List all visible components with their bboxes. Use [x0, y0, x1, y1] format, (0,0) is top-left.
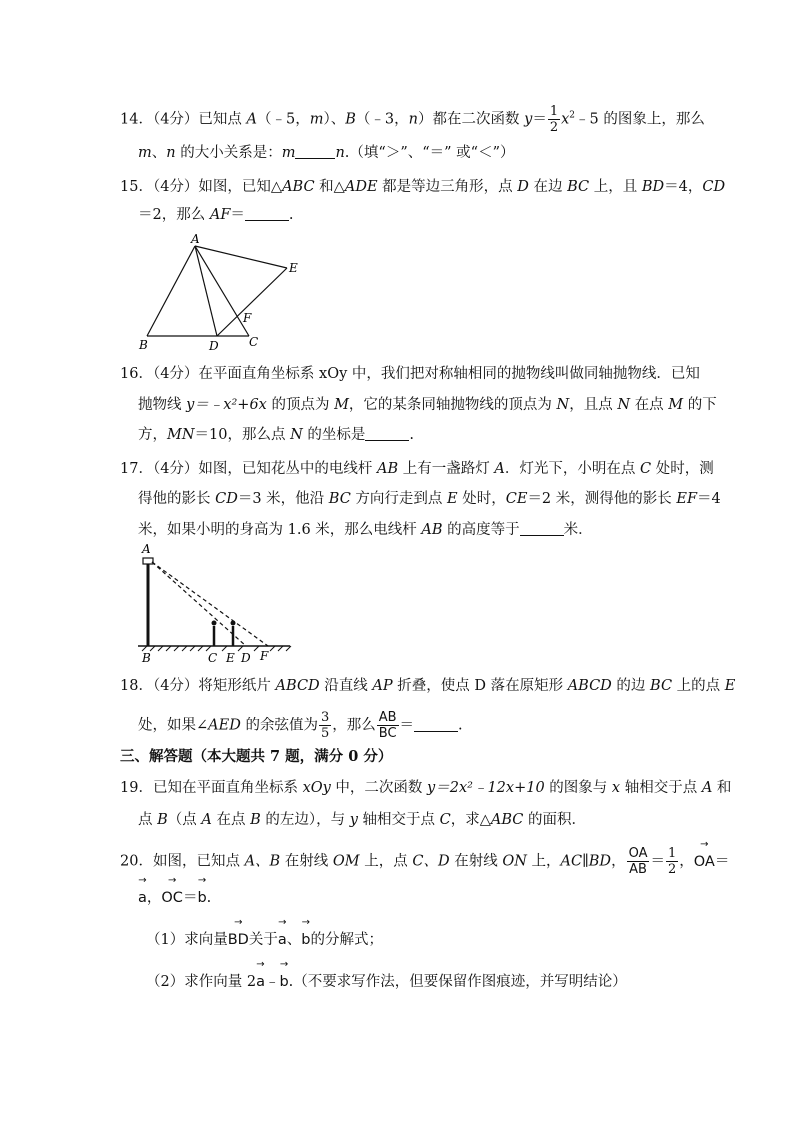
q20-text: 在射线: [280, 853, 333, 870]
q18-text: 的边: [611, 678, 651, 694]
q20-sub2: [146, 972, 627, 992]
q17-light-ray-2: [152, 562, 268, 646]
q17-person-head-2: [231, 621, 236, 626]
q20-vector-a: → a: [138, 888, 147, 908]
q17-label-d: D: [241, 651, 251, 665]
q15-segment-ab: [147, 246, 195, 336]
q17-label-b: B: [142, 651, 151, 665]
q20-text: ，: [679, 853, 694, 870]
q16-n: N: [556, 397, 570, 413]
q16-text: 在点: [630, 397, 669, 413]
q16-text: 方，: [138, 427, 167, 443]
q20-line1: [120, 846, 729, 877]
q16-text: 抛物线: [138, 397, 187, 413]
q19-text: 19．已知在平面直角坐标系: [120, 780, 303, 796]
q16-text: 的坐标是: [302, 427, 366, 443]
q20-frac-num: OA: [628, 846, 648, 861]
q18-answer-blank[interactable]: [414, 717, 458, 732]
q14-text: 14．（4分）已知点: [120, 111, 247, 128]
q18-line1: [120, 676, 735, 696]
q20-text: 的分解式；: [310, 932, 383, 948]
q19-a: A: [201, 812, 212, 828]
q17-text: 处时，: [457, 491, 506, 507]
q17-text: 的高度等于: [442, 522, 520, 538]
q20-text: 20．如图，已知点: [120, 853, 245, 870]
q20-fraction-half: [666, 846, 678, 877]
q18-fraction-cos: [319, 710, 331, 741]
q17-text: ．灯光下，小明在点: [504, 461, 640, 477]
q16-text: .: [409, 427, 415, 443]
q15-line1: [120, 177, 725, 197]
q14-frac-num: 1: [549, 104, 559, 119]
q15-abc: ABC: [282, 179, 315, 195]
q15-segment-ae: [195, 246, 287, 268]
q17-label-a: A: [142, 542, 151, 556]
q15-label-e: E: [289, 261, 298, 275]
q16-line2: [138, 395, 717, 415]
q17-text: 处时，测: [651, 461, 714, 477]
q18-text: 沿直线: [319, 678, 373, 694]
q14-var-n: n: [335, 145, 345, 161]
q19-y: y: [349, 812, 358, 828]
q20-text: （1）求向量: [146, 932, 228, 948]
q20-eq: ＝: [650, 853, 665, 870]
q19-a: A: [701, 780, 713, 796]
q19-line2: [138, 810, 586, 830]
q20-frac-den: AB: [629, 862, 647, 877]
q20-vector-oc: → OC: [161, 888, 183, 908]
q18-text: ，那么: [332, 717, 376, 734]
q16-line1: [120, 364, 700, 384]
q15-d: D: [517, 179, 529, 195]
q18-frac-num: AB: [378, 710, 397, 725]
q19-b: B: [250, 812, 261, 828]
q17-label-f: F: [260, 649, 269, 663]
q20-vector-b: → b: [197, 888, 206, 908]
q16-m: M: [668, 397, 684, 413]
q14-text: ）、: [323, 111, 346, 128]
q20-text: .（不要求写作法，但要保留作图痕迹，并写明结论）: [288, 974, 627, 990]
q15-triangle-figure: [135, 232, 315, 352]
q15-label-c: C: [249, 335, 259, 349]
q19-text: 中，二次函数: [330, 780, 428, 796]
q16-text: ，且点: [569, 397, 618, 413]
q15-text: 上，且: [589, 179, 642, 195]
q17-label-c: C: [208, 651, 218, 665]
q14-text: （﹣5，: [257, 111, 310, 128]
q17-line1: [120, 459, 714, 479]
q15-label-f: F: [243, 311, 252, 325]
q20-frac-den: 2: [667, 862, 677, 877]
q18-text: ＝: [399, 717, 415, 734]
q19-line1: [120, 778, 731, 798]
q15-text: .: [288, 207, 294, 223]
q15-af: AF: [209, 207, 231, 223]
q14-var-n: n: [166, 145, 176, 161]
q17-text: 方向行走到点: [350, 491, 448, 507]
q16-equation: y＝﹣x²+6x: [186, 397, 267, 413]
q17-c: C: [640, 461, 652, 477]
q17-ce: CE: [505, 491, 528, 507]
q19-b: B: [157, 812, 168, 828]
q20-text: 、: [286, 932, 302, 948]
q18-abcd: ABCD: [275, 678, 320, 694]
q15-label-b: B: [139, 338, 148, 352]
q17-text: 得他的影长: [138, 491, 216, 507]
q19-abc: ABC: [490, 812, 524, 828]
q18-text: 上的点: [672, 678, 725, 694]
q20-ac-parallel-bd: AC∥BD: [560, 853, 612, 870]
q14-eq: ＝: [532, 111, 547, 128]
q18-abcd: ABCD: [567, 678, 612, 694]
q15-segment-de: [217, 268, 287, 336]
q20-vector-oa: → OA: [694, 852, 715, 872]
q18-text: 的余弦值为: [240, 717, 318, 734]
q20-vector-a: → a: [256, 972, 265, 992]
q15-text: 和△: [314, 179, 345, 195]
q15-text: 在边: [528, 179, 568, 195]
q20-points-ab: A、B: [244, 853, 281, 870]
q15-text: 都是等边三角形，点: [377, 179, 518, 195]
q20-vector-b: → b: [301, 930, 310, 950]
q20-on: ON: [502, 853, 527, 870]
q15-text: ＝4，: [664, 179, 703, 195]
q19-text: 和: [712, 780, 732, 796]
q16-n: N: [617, 397, 631, 413]
q20-text: ＝: [714, 853, 730, 870]
q18-line2: [138, 710, 463, 741]
q20-text: ＝: [182, 890, 198, 906]
q15-text: ＝: [230, 207, 245, 223]
q17-text: ＝3 米，他沿: [237, 491, 329, 507]
q18-frac-den: BC: [378, 726, 397, 741]
q20-text: ，: [146, 890, 162, 906]
q19-text: 的图象与: [544, 780, 612, 796]
q18-text: .: [458, 717, 463, 734]
q15-label-a: A: [191, 232, 200, 246]
q14-var-m: m: [309, 111, 324, 128]
q20-text: .: [206, 890, 212, 906]
q14-line2: [138, 143, 515, 163]
q19-text: （点: [167, 812, 202, 828]
q20-fraction-oa-ab: [627, 846, 650, 877]
q15-bd: BD: [641, 179, 665, 195]
q18-frac-num: 3: [320, 710, 330, 725]
q14-point-b: B: [345, 111, 356, 128]
q15-text: 15．（4分）如图，已知△: [120, 179, 283, 195]
q17-line2: [138, 489, 721, 509]
q14-text: ）都在二次函数: [418, 111, 525, 128]
q20-vector-bd: → BD: [228, 930, 249, 950]
q15-label-d: D: [209, 339, 219, 353]
q19-x: x: [611, 780, 621, 796]
q19-text: 轴相交于点: [357, 812, 440, 828]
q17-lamp: [143, 558, 153, 564]
q17-ab: AB: [377, 461, 399, 477]
section-title-text: 三、解答题（本大题共 7 题，满分 0 分）: [120, 748, 393, 765]
q17-bc: BC: [328, 491, 351, 507]
q14-var-m: m: [138, 145, 152, 161]
q16-line3: [138, 425, 414, 445]
q19-c: C: [439, 812, 451, 828]
q17-text: 米．: [563, 522, 593, 538]
q15-cd: CD: [702, 179, 726, 195]
q17-label-e: E: [226, 651, 235, 665]
q18-bc: BC: [650, 678, 673, 694]
q14-text: .（填“＞”、“＝” 或“＜”）: [344, 145, 515, 161]
q20-vector-b: → b: [279, 972, 288, 992]
q15-segment-ac: [195, 246, 249, 336]
q14-var-x: x: [561, 111, 570, 128]
q17-e: E: [447, 491, 458, 507]
q19-text: 在点: [211, 812, 251, 828]
q16-text: 的下: [683, 397, 717, 413]
q20-vector-a: → a: [278, 930, 287, 950]
q18-frac-den: 5: [320, 726, 330, 741]
q17-text: 米，如果小明的身高为 1.6 米，那么电线杆: [138, 522, 422, 538]
q18-text: 折叠，使点 D 落在原矩形: [392, 678, 568, 694]
q20-text: 在射线: [449, 853, 503, 870]
q14-var-m: m: [281, 145, 296, 161]
q19-equation: y＝2x²﹣12x+10: [427, 780, 545, 796]
q17-lamp-figure: [138, 542, 298, 667]
q20-line2: [138, 888, 211, 908]
q15-answer-blank[interactable]: [245, 206, 289, 221]
q15-ade: ADE: [344, 179, 378, 195]
q16-text: 16．（4分）在平面直角坐标系 xOy 中，我们把对称轴相同的抛物线叫做同轴抛物线．已知: [120, 366, 700, 382]
q14-text: ﹣5 的图象上，那么: [575, 111, 705, 128]
q18-e: E: [724, 678, 736, 694]
q17-a: A: [494, 461, 505, 477]
q16-text: 的顶点为: [266, 397, 335, 413]
q17-ef: EF: [676, 491, 698, 507]
q16-m: M: [334, 397, 349, 413]
q20-text: ，: [611, 853, 626, 870]
q17-line3: [138, 520, 593, 540]
q20-text: （2）求作向量 2: [146, 974, 257, 990]
q19-text: 轴相交于点: [620, 780, 702, 796]
q14-text: （﹣3，: [355, 111, 409, 128]
q20-sub1: [146, 930, 383, 950]
q18-text: 18．（4分）将矩形纸片: [120, 678, 276, 694]
q19-xoy: xOy: [302, 780, 331, 796]
q17-answer-blank[interactable]: [520, 521, 564, 536]
q20-frac-num: 1: [667, 846, 677, 861]
q19-text: ，求△: [450, 812, 491, 828]
q17-text: ＝2 米，测得他的影长: [527, 491, 677, 507]
q14-var-y: y: [524, 111, 533, 128]
q20-om: OM: [332, 853, 360, 870]
q18-fraction-ratio: [377, 710, 399, 741]
q17-cd: CD: [215, 491, 238, 507]
q19-text: 的左边），与: [260, 812, 350, 828]
q17-text: 上有一盏路灯: [398, 461, 495, 477]
q14-var-n: n: [408, 111, 418, 128]
q15-text: ＝2，那么: [138, 207, 210, 223]
q16-n: N: [290, 427, 303, 443]
q18-aed: AED: [208, 717, 241, 734]
q19-text: 点: [138, 812, 158, 828]
q14-answer-blank[interactable]: [295, 144, 335, 159]
q17-ab: AB: [421, 522, 443, 538]
q20-text: 上，: [526, 853, 561, 870]
q14-fraction: [548, 104, 560, 135]
q18-ap: AP: [372, 678, 393, 694]
q15-line2: [138, 205, 294, 225]
q17-person-head-1: [212, 621, 217, 626]
q20-points-cd: C、D: [412, 853, 450, 870]
q20-minus: ﹣: [264, 974, 280, 990]
q18-text: 处，如果∠: [138, 717, 209, 734]
q15-bc: BC: [567, 179, 590, 195]
q16-text: ，它的某条同轴抛物线的顶点为: [348, 397, 557, 413]
section-3-title: [120, 747, 392, 767]
q14-line1: [120, 104, 705, 135]
q17-text: ＝4: [697, 491, 721, 507]
q14-frac-den: 2: [549, 120, 559, 135]
q20-text: 关于: [248, 932, 278, 948]
q14-text: 的大小关系是：: [175, 145, 282, 161]
q15-segment-ad: [195, 246, 217, 336]
q14-pow: 2: [569, 110, 576, 121]
q20-text: 上，点: [359, 853, 413, 870]
q16-answer-blank[interactable]: [365, 426, 409, 441]
q16-mn: MN: [167, 427, 195, 443]
q17-text: 17．（4分）如图，已知花丛中的电线杆: [120, 461, 378, 477]
q16-text: ＝10，那么点: [194, 427, 291, 443]
q14-text: 、: [151, 145, 167, 161]
q14-point-a: A: [246, 111, 258, 128]
q19-text: 的面积．: [523, 812, 586, 828]
